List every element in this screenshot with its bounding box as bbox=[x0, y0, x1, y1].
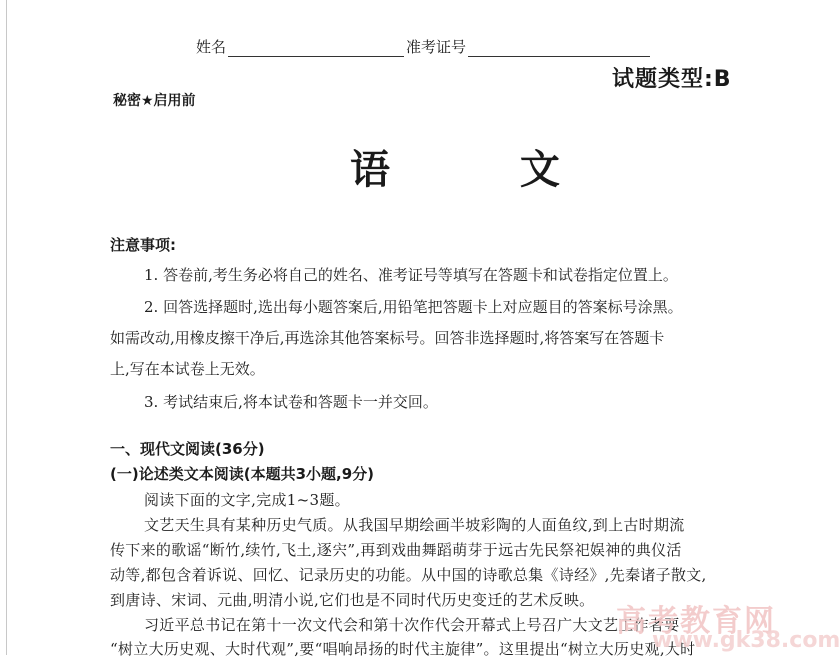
watermark-url: www.gk38.com bbox=[652, 628, 840, 653]
confidential-label: 秘密★启用前 bbox=[113, 93, 196, 109]
name-blank-line bbox=[228, 42, 404, 57]
reading-instruction: 阅读下面的文字,完成1~3题。 bbox=[144, 491, 350, 509]
passage-line: “树立大历史观、大时代观”,要“唱响昂扬的时代主旋律”。这里提出“树立大历史观,大时 bbox=[110, 640, 696, 658]
passage-line: 到唐诗、宋词、元曲,明清小说,它们也是不同时代历史变迁的艺术反映。 bbox=[110, 591, 595, 609]
subject-title: 语 文 bbox=[350, 146, 618, 193]
candidate-info-row bbox=[196, 36, 652, 57]
subsection-heading: (一)论述类文本阅读(本题共3小题,9分) bbox=[110, 465, 374, 483]
passage-line: 动等,都包含着诉说、回忆、记录历史的功能。从中国的诗歌总集《诗经》,先秦诸子散文, bbox=[110, 566, 707, 584]
watermark-logo-text: 高考教育网 bbox=[616, 604, 776, 639]
notice-heading: 注意事项: bbox=[110, 236, 176, 254]
notice-item-2-line-2: 如需改动,用橡皮擦干净后,再选涂其他答案标号。回答非选择题时,将答案写在答题卡 bbox=[110, 329, 665, 347]
page-edge bbox=[6, 0, 7, 655]
exam-type-label: 试题类型:B bbox=[612, 67, 732, 92]
name-label: 姓名 bbox=[196, 38, 227, 56]
admission-number-blank-line bbox=[468, 42, 650, 57]
notice-item-2-line-3: 上,写在本试卷上无效。 bbox=[110, 360, 265, 378]
passage-line: 文艺天生具有某种历史气质。从我国早期绘画半坡彩陶的人面鱼纹,到上古时期流 bbox=[144, 516, 685, 534]
passage-line: 习近平总书记在第十一次文代会和第十次作代会开幕式上号召广大文艺工作者要 bbox=[144, 616, 680, 634]
notice-item-3: 3. 考试结束后,将本试卷和答题卡一并交回。 bbox=[144, 393, 438, 411]
notice-item-1: 1. 答卷前,考生务必将自己的姓名、准考证号等填写在答题卡和试卷指定位置上。 bbox=[144, 266, 678, 284]
section-heading: 一、现代文阅读(36分) bbox=[110, 440, 265, 458]
admission-number-label: 准考证号 bbox=[406, 38, 467, 56]
passage-line: 传下来的歌谣“断竹,续竹,飞土,逐宍”,再到戏曲舞蹈萌芽于远古先民祭祀娱神的典仪活 bbox=[110, 541, 682, 559]
notice-item-2-line-1: 2. 回答选择题时,选出每小题答案后,用铅笔把答题卡上对应题目的答案标号涂黑。 bbox=[144, 298, 683, 316]
